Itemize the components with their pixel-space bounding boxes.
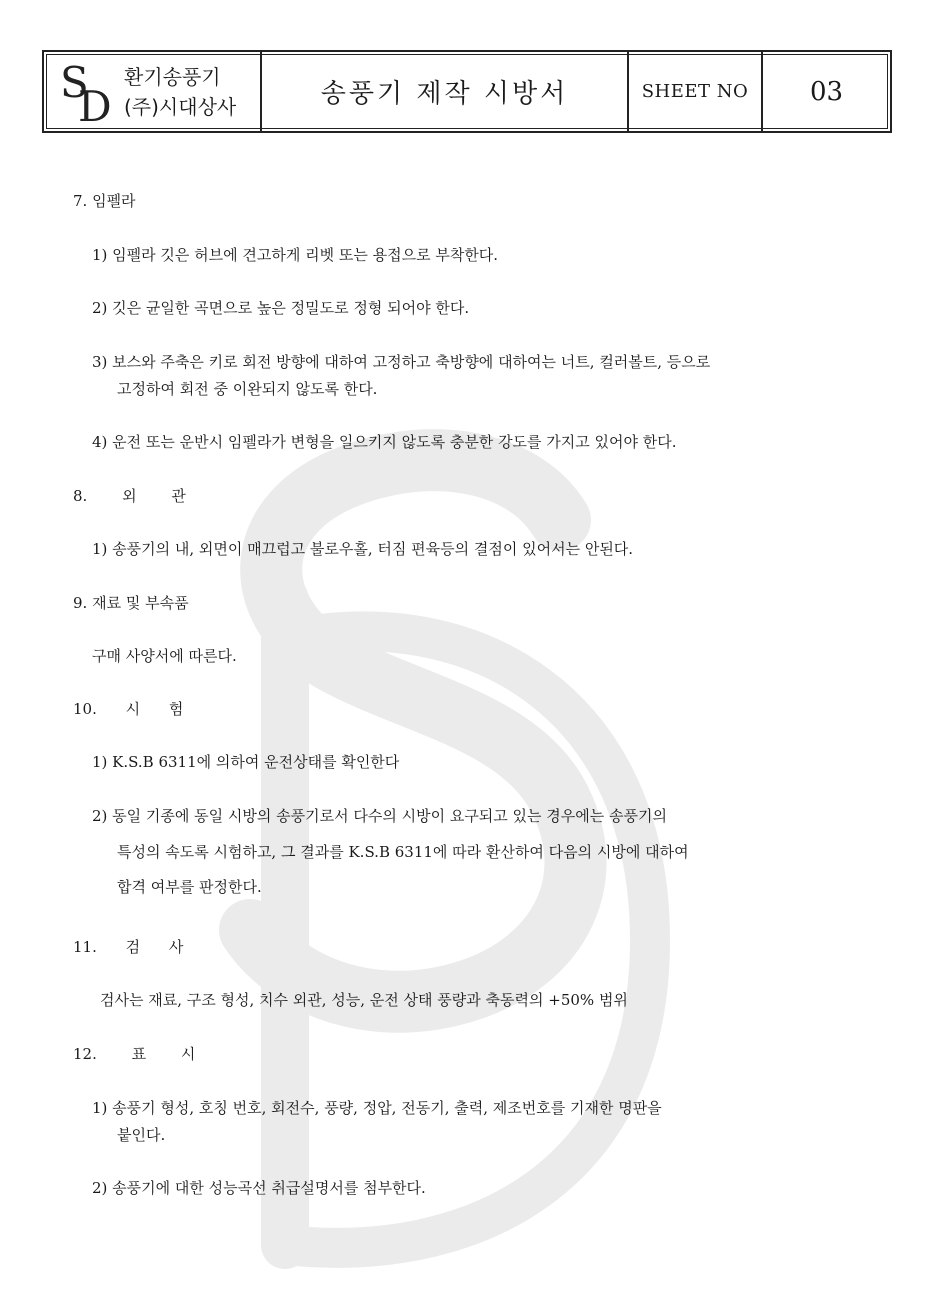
list-item: 4) 운전 또는 운반시 임펠라가 변형을 일으키지 않도록 충분한 강도를 가지고 있어야 한다. — [92, 433, 677, 451]
document-title: 송풍기 제작 시방서 — [260, 52, 627, 131]
list-item: 1) 송풍기 형성, 호칭 번호, 회전수, 풍량, 정압, 전동기, 출력, 제조번호를 기재한 명판을 — [92, 1099, 662, 1117]
list-item-continuation: 특성의 속도록 시험하고, 그 결과를 K.S.B 6311에 따라 환산하여 다음의 시방에 대하여 — [117, 843, 689, 861]
list-item: 2) 깃은 균일한 곡면으로 높은 정밀도로 정형 되어야 한다. — [92, 299, 470, 317]
document-header — [42, 50, 892, 133]
list-item-continuation: 붙인다. — [117, 1126, 166, 1144]
list-item-continuation: 합격 여부를 판정한다. — [117, 878, 262, 896]
sheet-number: 03 — [761, 52, 890, 131]
company-line-2: (주)시대상사 — [124, 94, 237, 119]
list-item: 1) 임펠라 깃은 허브에 견고하게 리벳 또는 용접으로 부착한다. — [92, 246, 499, 264]
paragraph: 검사는 재료, 구조 형성, 치수 외관, 성능, 운전 상태 풍량과 축동력의 +50% 범위 — [100, 991, 628, 1009]
list-item: 1) K.S.B 6311에 의하여 운전상태를 확인한다 — [92, 753, 400, 771]
company-logo — [56, 59, 116, 125]
section-heading: 10. 시 험 — [73, 700, 184, 718]
list-item: 2) 송풍기에 대한 성능곡선 취급설명서를 첨부한다. — [92, 1179, 426, 1197]
company-name — [124, 62, 236, 122]
paragraph: 구매 사양서에 따른다. — [92, 647, 237, 665]
section-heading: 7. 임펠라 — [73, 192, 136, 210]
list-item: 1) 송풍기의 내, 외면이 매끄럽고 불로우홀, 터짐 편육등의 결점이 있어서는 안된다. — [92, 540, 634, 558]
svg-text:D: D — [78, 81, 112, 125]
company-block — [44, 52, 260, 131]
section-heading: 9. 재료 및 부속품 — [73, 594, 189, 612]
section-heading: 11. 검 사 — [73, 938, 184, 956]
section-heading: 12. 표 시 — [73, 1045, 196, 1063]
section-heading: 8. 외 관 — [73, 487, 186, 505]
svg-text:S: S — [60, 58, 89, 107]
sheet-label: SHEET NO — [627, 52, 761, 131]
list-item: 3) 보스와 주축은 키로 회전 방향에 대하여 고정하고 축방향에 대하여는 너트, 컬러볼트, 등으로 — [92, 353, 711, 371]
company-line-1: 환기송풍기 — [124, 64, 221, 89]
list-item-continuation: 고정하여 회전 중 이완되지 않도록 한다. — [117, 380, 378, 398]
list-item: 2) 동일 기종에 동일 시방의 송풍기로서 다수의 시방이 요구되고 있는 경우에는 송풍기의 — [92, 807, 667, 825]
